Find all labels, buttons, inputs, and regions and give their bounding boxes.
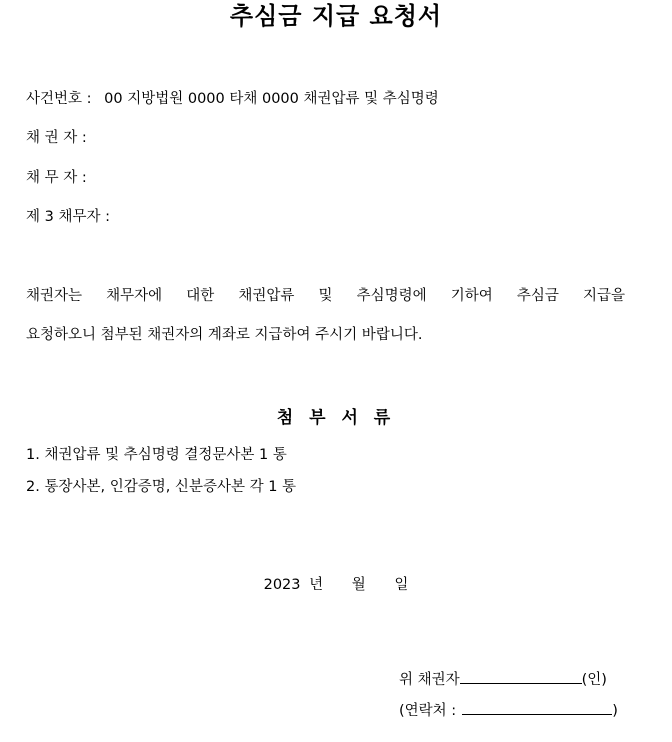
date-month-unit: 월 [351, 577, 366, 593]
debtor-row [26, 168, 87, 188]
third-debtor-label: 제 3 채무자 : [26, 209, 110, 225]
attachment-item-2: 2. 통장사본, 인감증명, 신분증사본 각 1 통 [26, 479, 297, 495]
signature-seal: (인) [581, 672, 607, 688]
case-number-value: 00 지방법원 0000 타채 0000 채권압류 및 추심명령 [104, 91, 439, 107]
signature-name-blank [460, 669, 582, 684]
contact-label: (연락처 : [399, 703, 457, 719]
debtor-label: 채 무 자 : [26, 170, 87, 186]
creditor-signature-row [399, 669, 607, 690]
contact-row [399, 700, 618, 721]
document-date [0, 575, 672, 595]
case-number-row [26, 89, 439, 109]
case-number-label: 사건번호 : [26, 91, 92, 107]
date-year-unit: 년 [309, 577, 324, 593]
third-debtor-row [26, 207, 110, 227]
contact-close: ) [612, 703, 618, 719]
body-paragraph-line-2: 요청하오니 첨부된 채권자의 계좌로 지급하여 주시기 바랍니다. [26, 327, 423, 343]
date-year: 2023 [263, 577, 301, 593]
signature-creditor-label: 위 채권자 [399, 672, 460, 688]
creditor-row [26, 128, 87, 148]
date-day-unit: 일 [394, 577, 409, 593]
body-paragraph-line-1: 채권자는 채무자에 대한 채권압류 및 추심명령에 기하여 추심금 지급을 [26, 288, 625, 304]
attachment-item-1: 1. 채권압류 및 추심명령 결정문사본 1 통 [26, 447, 287, 463]
creditor-label: 채 권 자 : [26, 130, 87, 146]
document-title: 추심금 지급 요청서 [229, 2, 443, 30]
contact-blank [462, 700, 612, 715]
attachments-heading: 첨 부 서 류 [276, 408, 396, 428]
